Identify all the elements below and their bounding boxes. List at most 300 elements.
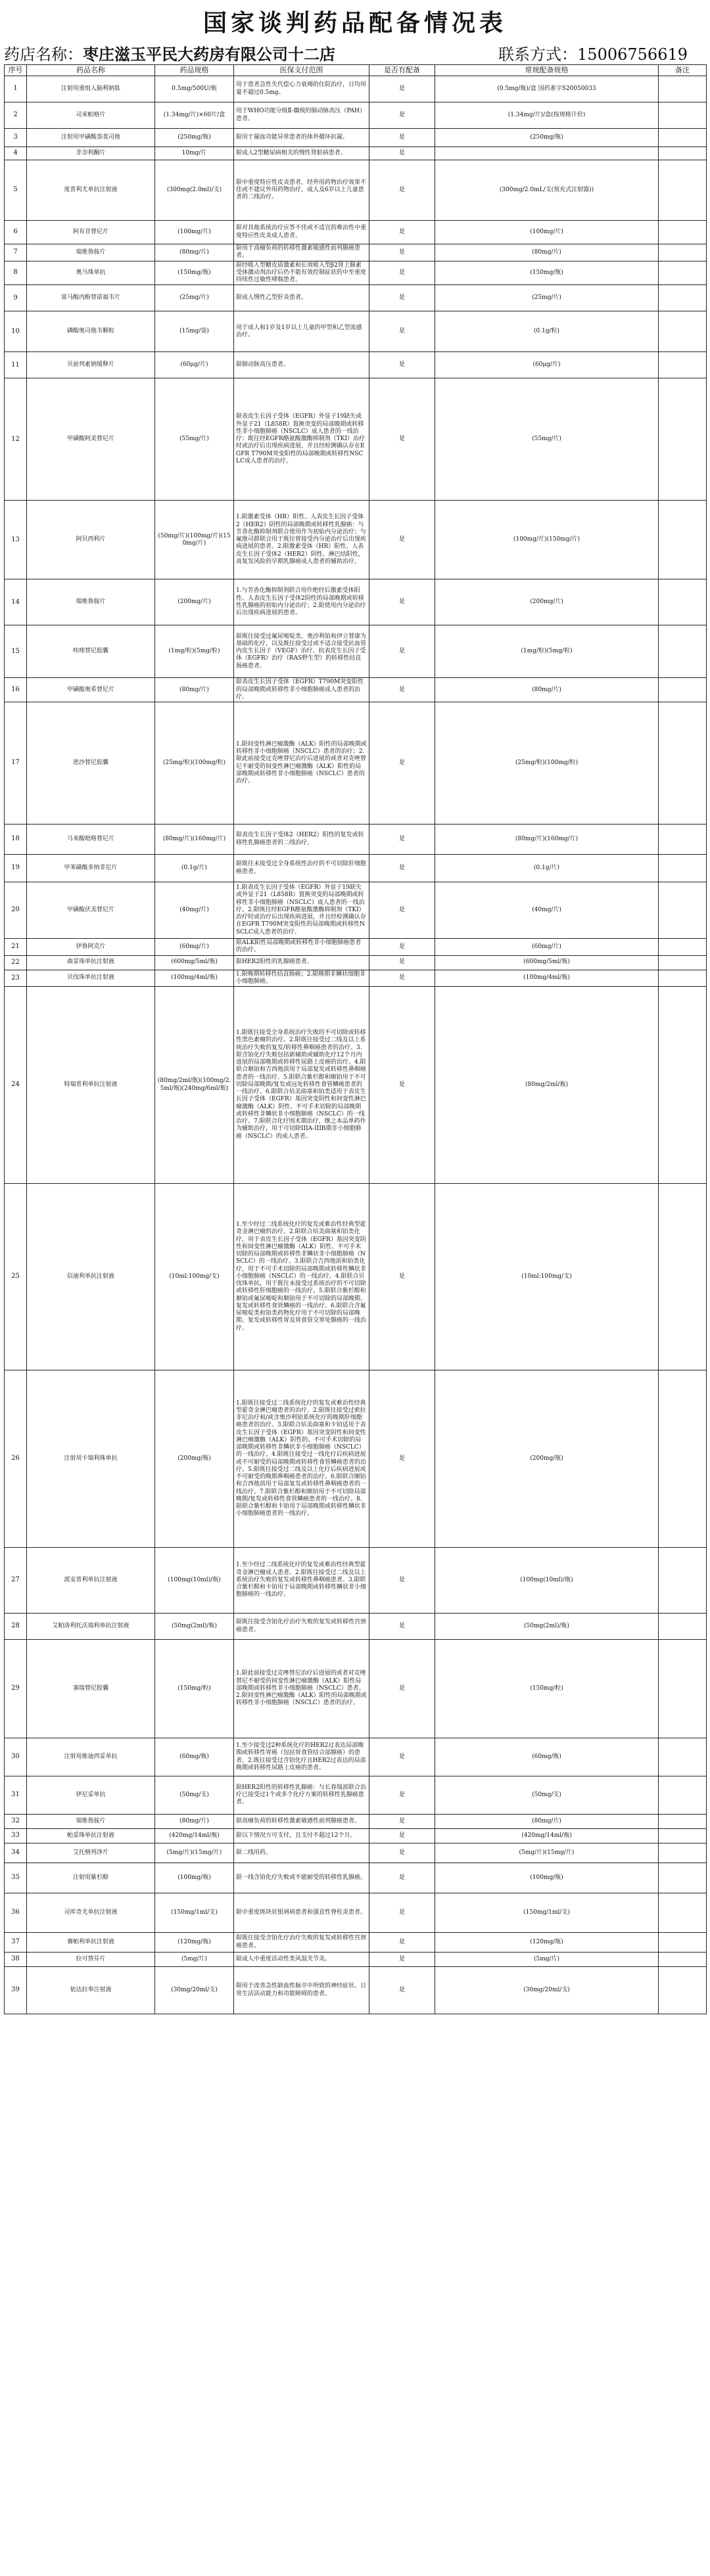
row-number: 22 bbox=[5, 955, 27, 970]
header-spec: 药品规格 bbox=[155, 65, 234, 76]
row-number: 5 bbox=[5, 160, 27, 221]
drug-spec: 0.5mg/500U/瓶 bbox=[155, 76, 234, 102]
drug-name: 伊尼妥单抗 bbox=[27, 1776, 155, 1815]
regular-spec: (200mg/瓶) bbox=[435, 1370, 659, 1548]
regular-spec: (5mg/片)(15mg/片) bbox=[435, 1843, 659, 1863]
drug-name: 贝伐珠单抗注射液 bbox=[27, 970, 155, 987]
drug-spec: (60mg/片) bbox=[155, 939, 234, 956]
table-row bbox=[5, 378, 707, 501]
regular-spec bbox=[435, 147, 659, 160]
drug-spec: (150mg/瓶) bbox=[155, 261, 234, 285]
coverage-scope: 限既往未接受过全身系统性治疗的不可切除肝细胞癌患者。 bbox=[234, 855, 369, 882]
row-number: 18 bbox=[5, 825, 27, 855]
coverage-scope: 1.限激素受体（HR）阳性、人表皮生长因子受体2（HER2）阴性的局部晚期或转移性乳腺癌：与芳香化酶抑制剂联合使用作为初始内分泌治疗；与氟维司群联合用于既往曾接受内分泌治疗后出现疾病进展的患者。2.限激素受体（HR）阳性、人表皮生长因子受体2（HER2）阴性、淋巴结阳性，高复发风险的早期乳腺癌成人患者的辅助治疗。 bbox=[234, 501, 369, 579]
row-number: 26 bbox=[5, 1370, 27, 1548]
regular-spec: (10ml:100mg/支) bbox=[435, 1184, 659, 1370]
row-number: 24 bbox=[5, 987, 27, 1184]
note bbox=[659, 678, 707, 702]
regular-spec: (60μg/片) bbox=[435, 352, 659, 378]
regular-spec: (0.1g/粒) bbox=[435, 311, 659, 352]
coverage-scope: 限HER2阳性的乳腺癌患者。 bbox=[234, 955, 369, 970]
store-info bbox=[4, 41, 335, 64]
drug-spec: (120mg/瓶) bbox=[155, 1933, 234, 1953]
stocked-flag: 是 bbox=[369, 1933, 435, 1953]
note bbox=[659, 1953, 707, 1967]
table-row bbox=[5, 244, 707, 261]
header-note: 备注 bbox=[659, 65, 707, 76]
table-row bbox=[5, 1776, 707, 1815]
drug-spec: (100mg/瓶) bbox=[155, 1863, 234, 1893]
coverage-scope: 限既往接受含铂化疗治疗失败的复发或转移性宫颈癌患者。 bbox=[234, 1933, 369, 1953]
drug-name: 依达拉奉注射液 bbox=[27, 1967, 155, 2014]
stocked-flag: 是 bbox=[369, 147, 435, 160]
row-number: 2 bbox=[5, 102, 27, 129]
coverage-scope: 限成人慢性乙型肝炎患者。 bbox=[234, 285, 369, 311]
row-number: 3 bbox=[5, 129, 27, 147]
table-row bbox=[5, 1933, 707, 1953]
regular-spec: (150mg/粒) bbox=[435, 1640, 659, 1738]
drug-name: 瑞维鲁胺片 bbox=[27, 1815, 155, 1829]
row-number: 25 bbox=[5, 1184, 27, 1370]
regular-spec: (300mg/2.0mL/支(预充式注射器)) bbox=[435, 160, 659, 221]
table-row bbox=[5, 1815, 707, 1829]
table-row bbox=[5, 1548, 707, 1614]
coverage-scope: 限表皮生长因子受体（EGFR）T790M突变阳性的局部晚期或转移性非小细胞肺癌成人患者的治疗。 bbox=[234, 678, 369, 702]
note bbox=[659, 1548, 707, 1614]
row-number: 9 bbox=[5, 285, 27, 311]
row-number: 13 bbox=[5, 501, 27, 579]
drug-spec: (80mg/片) bbox=[155, 244, 234, 261]
table-row bbox=[5, 1614, 707, 1640]
drug-name: 塞瑞替尼胶囊 bbox=[27, 1640, 155, 1738]
note bbox=[659, 625, 707, 678]
coverage-scope: 限一线含铂化疗失败或不能耐受的转移性乳腺癌。 bbox=[234, 1863, 369, 1893]
row-number: 17 bbox=[5, 702, 27, 825]
note bbox=[659, 501, 707, 579]
note bbox=[659, 160, 707, 221]
row-number: 33 bbox=[5, 1829, 27, 1843]
stocked-flag: 是 bbox=[369, 76, 435, 102]
row-number: 34 bbox=[5, 1843, 27, 1863]
note bbox=[659, 1829, 707, 1843]
stocked-flag: 是 bbox=[369, 285, 435, 311]
stocked-flag: 是 bbox=[369, 1370, 435, 1548]
drug-name: 甲磺酸阿美替尼片 bbox=[27, 378, 155, 501]
drug-name: 贝前列素钠缓释片 bbox=[27, 352, 155, 378]
row-number: 28 bbox=[5, 1614, 27, 1640]
regular-spec: (420mg/14ml/瓶) bbox=[435, 1829, 659, 1843]
regular-spec: (1.34mg/片)/盒(按规格计价) bbox=[435, 102, 659, 129]
stocked-flag: 是 bbox=[369, 1184, 435, 1370]
note bbox=[659, 1967, 707, 2014]
drug-name: 注射用重组人脑利钠肽 bbox=[27, 76, 155, 102]
drug-table bbox=[4, 64, 707, 2014]
coverage-scope: 1.限表皮生长因子受体（EGFR）外显子19缺失或外显子21（L858R）置换突变的局部晚期或转移性非小细胞肺癌（NSCLC）成人患者的一线治疗。2.限既往经EGFR酪氨酸激酶抑制剂（TKI）治疗时或治疗后出现疾病进展，并且经检测确认存在EGFR T790M突变阳性的局部晚期或转移性NSCLC成人患者的治疗。 bbox=[234, 882, 369, 939]
table-row bbox=[5, 102, 707, 129]
regular-spec: (120mg/瓶) bbox=[435, 1933, 659, 1953]
row-number: 29 bbox=[5, 1640, 27, 1738]
note bbox=[659, 1933, 707, 1953]
coverage-scope: 限用于高瘤负荷的转移性激素敏感性前列腺癌患者。 bbox=[234, 244, 369, 261]
note bbox=[659, 939, 707, 956]
table-row bbox=[5, 1843, 707, 1863]
note bbox=[659, 147, 707, 160]
table-row bbox=[5, 625, 707, 678]
note bbox=[659, 129, 707, 147]
coverage-scope: 限用于改善急性缺血性脑卒中所致的神经症状、日常生活活动能力和功能障碍的患者。 bbox=[234, 1967, 369, 2014]
row-number: 23 bbox=[5, 970, 27, 987]
drug-spec: (80mg/2ml/瓶)(100mg/2.5ml/瓶)(240mg/6ml/瓶) bbox=[155, 987, 234, 1184]
drug-spec: (600mg/5ml/瓶) bbox=[155, 955, 234, 970]
drug-spec: (55mg/片) bbox=[155, 378, 234, 501]
note bbox=[659, 579, 707, 625]
row-number: 15 bbox=[5, 625, 27, 678]
drug-spec: (60μg/片) bbox=[155, 352, 234, 378]
contact-phone: 15006756619 bbox=[577, 45, 688, 64]
stocked-flag: 是 bbox=[369, 221, 435, 244]
row-number: 20 bbox=[5, 882, 27, 939]
drug-spec: (100mg/片) bbox=[155, 221, 234, 244]
table-header-row bbox=[5, 65, 707, 76]
coverage-scope: 限肺动脉高压患者。 bbox=[234, 352, 369, 378]
header-name: 药品名称 bbox=[27, 65, 155, 76]
drug-spec: (80mg/片) bbox=[155, 1815, 234, 1829]
table-row bbox=[5, 955, 707, 970]
drug-name: 度普利尤单抗注射液 bbox=[27, 160, 155, 221]
table-row bbox=[5, 311, 707, 352]
coverage-scope: 1.限间变性淋巴瘤激酶（ALK）阳性的局部晚期或转移性非小细胞肺癌（NSCLC）患者的治疗；2.限此前接受过克唑替尼治疗后进展的或者对克唑替尼不耐受的间变性淋巴瘤激酶（ALK）阳性的局部晚期或转移性非小细胞肺癌（NSCLC）患者的治疗。 bbox=[234, 702, 369, 825]
table-row bbox=[5, 1370, 707, 1548]
drug-name: 注射用紫杉醇 bbox=[27, 1863, 155, 1893]
row-number: 11 bbox=[5, 352, 27, 378]
stocked-flag: 是 bbox=[369, 882, 435, 939]
coverage-scope: 1.限晚期转移性结直肠癌；2.限晚期非鳞状细胞非小细胞肺癌。 bbox=[234, 970, 369, 987]
drug-name: 艾托格列净片 bbox=[27, 1843, 155, 1863]
drug-spec: (1mg/粒)(5mg/粒) bbox=[155, 625, 234, 678]
coverage-scope: 限ALK阳性局部晚期或转移性非小细胞肺癌患者的治疗。 bbox=[234, 939, 369, 956]
table-row bbox=[5, 285, 707, 311]
table-row bbox=[5, 1829, 707, 1843]
stocked-flag: 是 bbox=[369, 939, 435, 956]
stocked-flag: 是 bbox=[369, 244, 435, 261]
regular-spec: (60mg/瓶) bbox=[435, 1738, 659, 1776]
row-number: 37 bbox=[5, 1933, 27, 1953]
regular-spec: (100mg/瓶) bbox=[435, 1863, 659, 1893]
drug-name: 马来酸吡咯替尼片 bbox=[27, 825, 155, 855]
row-number: 35 bbox=[5, 1863, 27, 1893]
row-number: 6 bbox=[5, 221, 27, 244]
table-row bbox=[5, 702, 707, 825]
drug-spec: (0.1g/片) bbox=[155, 855, 234, 882]
note bbox=[659, 882, 707, 939]
note bbox=[659, 955, 707, 970]
regular-spec: (80mg/片) bbox=[435, 678, 659, 702]
drug-spec: (200mg/瓶) bbox=[155, 1370, 234, 1548]
regular-spec: (5mg/片) bbox=[435, 1953, 659, 1967]
drug-name: 非奈利酮片 bbox=[27, 147, 155, 160]
coverage-scope: 用于患者急性失代偿心力衰竭的住院治疗，日均用量不超过0.5mg。 bbox=[234, 76, 369, 102]
coverage-scope: 1.与芳香化酶抑制剂联合用作绝经后激素受体阳性、人表皮生长因子受体2阴性的局部晚期或转移性乳腺癌的初始内分泌治疗；2.限使用内分泌治疗后出现疾病进展的患者。 bbox=[234, 579, 369, 625]
drug-name: 富马酸丙酚替诺福韦片 bbox=[27, 285, 155, 311]
header-coverage: 医保支付范围 bbox=[234, 65, 369, 76]
row-number: 7 bbox=[5, 244, 27, 261]
stocked-flag: 是 bbox=[369, 378, 435, 501]
table-row bbox=[5, 855, 707, 882]
coverage-scope: 限高瘤负荷的转移性激素敏感性前列腺癌患者。 bbox=[234, 1815, 369, 1829]
drug-spec: (5mg/片) bbox=[155, 1953, 234, 1967]
drug-spec: (300mg(2.0ml)/支) bbox=[155, 160, 234, 221]
note bbox=[659, 702, 707, 825]
stocked-flag: 是 bbox=[369, 501, 435, 579]
note bbox=[659, 1614, 707, 1640]
note bbox=[659, 221, 707, 244]
header-no: 序号 bbox=[5, 65, 27, 76]
table-row bbox=[5, 939, 707, 956]
table-row bbox=[5, 1967, 707, 2014]
stocked-flag: 是 bbox=[369, 579, 435, 625]
coverage-scope: 1.限既往接受过二线系统化疗的复发或难治性经典型霍奇金淋巴瘤患者的治疗。2.限既往接受过索拉非尼治疗和/或含奥沙利铂系统化疗的晚期肝细胞癌患者的治疗。3.限联合培美曲塞和卡铂适用于表皮生长因子受体（EGFR）基因突变阴性和间变性淋巴瘤激酶（ALK）阴性的、不可手术切除的局部晚期或转移性非鳞状非小细胞肺癌（NSCLC）的一线治疗。4.限既往接受过一线化疗后疾病进展或不可耐受的局部晚期或转移性食管鳞癌患者的治疗。5.限既往接受过二线及以上化疗后疾病进展或不可耐受的晚期鼻咽癌患者的治疗。6.限联合顺铂和吉西他滨用于局部复发或转移性鼻咽癌患者的一线治疗。7.限联合紫杉醇和顺铂用于不可切除局部晚期/复发或转移性食管鳞癌患者的一线治疗。8.限联合紫杉醇和卡铂用于局部晚期或转移性鳞状非小细胞肺癌患者的一线治疗。 bbox=[234, 1370, 369, 1548]
regular-spec: (150mg/瓶) bbox=[435, 261, 659, 285]
row-number: 31 bbox=[5, 1776, 27, 1815]
regular-spec: (0.1g/片) bbox=[435, 855, 659, 882]
note bbox=[659, 261, 707, 285]
drug-spec: (60mg/瓶) bbox=[155, 1738, 234, 1776]
table-row bbox=[5, 579, 707, 625]
drug-spec: (1.34mg/片)×60片/盒 bbox=[155, 102, 234, 129]
table-row bbox=[5, 678, 707, 702]
drug-spec: (150mg/1ml/支) bbox=[155, 1893, 234, 1933]
row-number: 38 bbox=[5, 1953, 27, 1967]
drug-name: 磷酸奥司他韦颗粒 bbox=[27, 311, 155, 352]
stocked-flag: 是 bbox=[369, 352, 435, 378]
table-row bbox=[5, 147, 707, 160]
drug-spec: (80mg/片) bbox=[155, 678, 234, 702]
drug-spec: (100mg(10ml)/瓶) bbox=[155, 1548, 234, 1614]
stocked-flag: 是 bbox=[369, 855, 435, 882]
table-row bbox=[5, 221, 707, 244]
drug-name: 甲苯磺酸多纳非尼片 bbox=[27, 855, 155, 882]
table-body bbox=[5, 76, 707, 2014]
drug-name: 甲磺酸伏美替尼片 bbox=[27, 882, 155, 939]
note bbox=[659, 311, 707, 352]
stocked-flag: 是 bbox=[369, 678, 435, 702]
stocked-flag: 是 bbox=[369, 1776, 435, 1815]
drug-name: 曲妥珠单抗注射液 bbox=[27, 955, 155, 970]
coverage-scope: 限经吸入型糖皮质激素和长效吸入型β2肾上腺素受体激动剂治疗后仍不能有效控制症状的中至重度持续性过敏性哮喘患者。 bbox=[234, 261, 369, 285]
coverage-scope: 1.至少经过二线系统化疗的复发或难治性经典型霍奇金淋巴瘤成人患者。2.限既往接受过二线及以上系统治疗失败的复发或转移性鼻咽癌患者。3.限联合紫杉醇和卡铂用于局部晚期或转移性鳞状非小细胞肺癌的一线治疗。 bbox=[234, 1548, 369, 1614]
drug-spec: (10ml:100mg/支) bbox=[155, 1184, 234, 1370]
note bbox=[659, 1863, 707, 1893]
drug-spec: (50mg/片)(100mg/片)(150mg/片) bbox=[155, 501, 234, 579]
note bbox=[659, 1893, 707, 1933]
drug-name: 阿贝西利片 bbox=[27, 501, 155, 579]
drug-name: 伊鲁阿克片 bbox=[27, 939, 155, 956]
note bbox=[659, 1843, 707, 1863]
drug-name: 信迪利单抗注射液 bbox=[27, 1184, 155, 1370]
note bbox=[659, 1776, 707, 1815]
store-name: 枣庄滋玉平民大药房有限公司十二店 bbox=[83, 44, 335, 64]
row-number: 27 bbox=[5, 1548, 27, 1614]
note bbox=[659, 1640, 707, 1738]
regular-spec: (100mg(10ml)/瓶) bbox=[435, 1548, 659, 1614]
stocked-flag: 是 bbox=[369, 1640, 435, 1738]
contact-label: 联系方式： bbox=[498, 45, 578, 64]
regular-spec: (50mg(2ml)/瓶) bbox=[435, 1614, 659, 1640]
drug-name: 呋喹替尼胶囊 bbox=[27, 625, 155, 678]
drug-spec: (15mg/袋) bbox=[155, 311, 234, 352]
note bbox=[659, 970, 707, 987]
row-number: 16 bbox=[5, 678, 27, 702]
regular-spec: (25mg/粒)(100mg/粒) bbox=[435, 702, 659, 825]
regular-spec: (80mg/2ml/瓶) bbox=[435, 987, 659, 1184]
note bbox=[659, 825, 707, 855]
row-number: 19 bbox=[5, 855, 27, 882]
note bbox=[659, 285, 707, 311]
coverage-scope: 1.至少接受过2种系统化疗的HER2过表达局部晚期或转移性胃癌（包括胃食管结合部腺癌）的患者。2.既往接受过含铂化疗且HER2过表达的局部晚期或转移性尿路上皮癌的患者。 bbox=[234, 1738, 369, 1776]
coverage-scope: 限成人中重度活动性类风湿关节炎。 bbox=[234, 1953, 369, 1967]
note bbox=[659, 352, 707, 378]
drug-spec: (250mg/瓶) bbox=[155, 129, 234, 147]
regular-spec: (30mg/20ml/支) bbox=[435, 1967, 659, 2014]
regular-spec: (250mg/瓶) bbox=[435, 129, 659, 147]
table-row bbox=[5, 352, 707, 378]
table-row bbox=[5, 261, 707, 285]
store-label: 药店名称： bbox=[4, 45, 83, 64]
drug-spec: (100mg/4ml/瓶) bbox=[155, 970, 234, 987]
stocked-flag: 是 bbox=[369, 1843, 435, 1863]
coverage-scope: 限用于凝血功能异常患者的体外循环抗凝。 bbox=[234, 129, 369, 147]
drug-name: 注射用甲磺酸萘莫司他 bbox=[27, 129, 155, 147]
stocked-flag: 是 bbox=[369, 702, 435, 825]
table-row bbox=[5, 501, 707, 579]
regular-spec: (50mg/支) bbox=[435, 1776, 659, 1815]
stocked-flag: 是 bbox=[369, 1829, 435, 1843]
table-row bbox=[5, 987, 707, 1184]
coverage-scope: 限HER2阳性的转移性乳腺癌：与长春瑞滨联合治疗已接受过1个或多个化疗方案的转移性乳腺癌患者。 bbox=[234, 1776, 369, 1815]
table-row bbox=[5, 1738, 707, 1776]
stocked-flag: 是 bbox=[369, 1614, 435, 1640]
coverage-scope: 限表皮生长因子受体2（HER2）阳性的复发或转移性乳腺癌患者的二线治疗。 bbox=[234, 825, 369, 855]
store-info-bar bbox=[0, 41, 710, 64]
regular-spec: (60mg/片) bbox=[435, 939, 659, 956]
drug-spec: (25mg/片) bbox=[155, 285, 234, 311]
coverage-scope: 限成人2型糖尿病相关的慢性肾脏病患者。 bbox=[234, 147, 369, 160]
note bbox=[659, 1184, 707, 1370]
contact-info bbox=[498, 41, 688, 64]
regular-spec: (40mg/片) bbox=[435, 882, 659, 939]
drug-spec: (150mg/粒) bbox=[155, 1640, 234, 1738]
table-row bbox=[5, 1184, 707, 1370]
stocked-flag: 是 bbox=[369, 970, 435, 987]
drug-spec: 10mg/片 bbox=[155, 147, 234, 160]
note bbox=[659, 244, 707, 261]
stocked-flag: 是 bbox=[369, 160, 435, 221]
header-regular-spec: 常规配备规格 bbox=[435, 65, 659, 76]
regular-spec: (150mg/1ml/支) bbox=[435, 1893, 659, 1933]
note bbox=[659, 987, 707, 1184]
row-number: 12 bbox=[5, 378, 27, 501]
coverage-scope: 1.限此前接受过克唑替尼治疗后进展的或者对克唑替尼不耐受的间变性淋巴瘤激酶（ALK）阳性局部晚期或转移性非小细胞肺癌（NSCLC）患者。2.限间变性淋巴瘤激酶（ALK）阳性的局部晚期或转移性非小细胞肺癌（NSCLC）患者的治疗。 bbox=[234, 1640, 369, 1738]
row-number: 30 bbox=[5, 1738, 27, 1776]
drug-name: 司库奇尤单抗注射液 bbox=[27, 1893, 155, 1933]
coverage-scope: 1.至少经过二线系统化疗的复发或难治性经典型霍奇金淋巴瘤的治疗。2.限联合培美曲塞和铂类化疗，用于表皮生长因子受体（EGFR）基因突变阴性和间变性淋巴瘤激酶（ALK）阴性、不可手术切除的局部晚期或转移性非鳞状非小细胞肺癌（NSCLC）的一线治疗。3.限联合吉西他滨和铂类化疗，用于不可手术切除的局部晚期或转移性鳞状非小细胞肺癌（NSCLC）的一线治疗。4.限联合贝伐珠单抗，用于既往未接受过系统治疗的不可切除或转移性肝细胞癌的一线治疗。5.限联合紫杉醇和顺铂或氟尿嘧啶和顺铂用于不可切除的局部晚期、复发或转移性食管鳞癌的一线治疗。6.限联合含氟尿嘧啶类和铂类药物化疗用于不可切除的局部晚期、复发或转移性胃及胃食管交界处腺癌的一线治疗。 bbox=[234, 1184, 369, 1370]
drug-spec: (5mg/片)(15mg/片) bbox=[155, 1843, 234, 1863]
regular-spec: (600mg/5ml/瓶) bbox=[435, 955, 659, 970]
regular-spec: (80mg/片) bbox=[435, 244, 659, 261]
row-number: 4 bbox=[5, 147, 27, 160]
coverage-scope: 1.限既往接受全身系统治疗失败的不可切除或转移性黑色素瘤的治疗。2.限既往接受过二线及以上系统治疗失败的复发/转移性鼻咽癌患者的治疗。3.限含铂化疗失败包括新辅助或辅助化疗12个月内进展的局部晚期或转移性尿路上皮癌的治疗。4.限联合顺铂和吉西他滨用于局部复发或转移性鼻咽癌患者的一线治疗。5.限联合紫杉醇和顺铂用于不可切除局部晚期/复发或远处转移性食管鳞癌患者的一线治疗。6.限联合培美曲塞和铂类适用于表皮生长因子受体（EGFR）基因突变阴性和间变性淋巴瘤激酶（ALK）阴性、不可手术切除的局部晚期或转移性非鳞状非小细胞肺癌（NSCLC）的一线治疗。7.限联合化疗围术期治疗，继之本品单药作为辅助治疗，用于可切除IIIA-IIIB期非小细胞肺癌（NSCLC）的成人患者。 bbox=[234, 987, 369, 1184]
note bbox=[659, 76, 707, 102]
row-number: 21 bbox=[5, 939, 27, 956]
table-row bbox=[5, 1640, 707, 1738]
stocked-flag: 是 bbox=[369, 261, 435, 285]
regular-spec: (200mg/片) bbox=[435, 579, 659, 625]
drug-spec: (40mg/片) bbox=[155, 882, 234, 939]
regular-spec: (100mg/片) bbox=[435, 221, 659, 244]
coverage-scope: 限中重度斑块状银屑病患者和强直性脊柱炎患者。 bbox=[234, 1893, 369, 1933]
note bbox=[659, 102, 707, 129]
table-row bbox=[5, 129, 707, 147]
regular-spec: (80mg/片) bbox=[435, 1815, 659, 1829]
coverage-scope: 限二线用药。 bbox=[234, 1843, 369, 1863]
stocked-flag: 是 bbox=[369, 1953, 435, 1967]
regular-spec: (80mg/片)(160mg/片) bbox=[435, 825, 659, 855]
drug-spec: (30mg/20ml/支) bbox=[155, 1967, 234, 2014]
drug-spec: (50mg(2ml)/瓶) bbox=[155, 1614, 234, 1640]
drug-spec: (50mg/支) bbox=[155, 1776, 234, 1815]
row-number: 1 bbox=[5, 76, 27, 102]
stocked-flag: 是 bbox=[369, 1967, 435, 2014]
drug-name: 拉可替芬片 bbox=[27, 1953, 155, 1967]
drug-name: 艾帕洛利托沃瑞利单抗注射液 bbox=[27, 1614, 155, 1640]
drug-name: 注射用卡瑞利珠单抗 bbox=[27, 1370, 155, 1548]
stocked-flag: 是 bbox=[369, 1863, 435, 1893]
row-number: 10 bbox=[5, 311, 27, 352]
drug-name: 特瑞普利单抗注射液 bbox=[27, 987, 155, 1184]
note bbox=[659, 1815, 707, 1829]
table-row bbox=[5, 76, 707, 102]
drug-spec: (80mg/片)(160mg/片) bbox=[155, 825, 234, 855]
row-number: 8 bbox=[5, 261, 27, 285]
stocked-flag: 是 bbox=[369, 825, 435, 855]
regular-spec: (100mg/4ml/瓶) bbox=[435, 970, 659, 987]
note bbox=[659, 1370, 707, 1548]
drug-spec: (200mg/片) bbox=[155, 579, 234, 625]
regular-spec: (100mg/片)(150mg/片) bbox=[435, 501, 659, 579]
coverage-scope: 用于成人和1岁及1岁以上儿童的甲型和乙型流感治疗。 bbox=[234, 311, 369, 352]
stocked-flag: 是 bbox=[369, 102, 435, 129]
table-row bbox=[5, 1953, 707, 1967]
drug-name: 注射用维迪西妥单抗 bbox=[27, 1738, 155, 1776]
coverage-scope: 限既往接受过氟尿嘧啶类、奥沙利铂和伊立替康为基础的化疗，以及既往接受过或不适合接受抗血管内皮生长因子（VEGF）治疗、抗表皮生长因子受体（EGFR）治疗（RAS野生型）的转移性结直肠癌患者。 bbox=[234, 625, 369, 678]
table-row bbox=[5, 1863, 707, 1893]
drug-spec: (25mg/粒)(100mg/粒) bbox=[155, 702, 234, 825]
drug-name: 瑞维鲁胺片 bbox=[27, 244, 155, 261]
row-number: 14 bbox=[5, 579, 27, 625]
drug-name: 奥马珠单抗 bbox=[27, 261, 155, 285]
stocked-flag: 是 bbox=[369, 987, 435, 1184]
drug-name: 赛帕利单抗注射液 bbox=[27, 1933, 155, 1953]
stocked-flag: 是 bbox=[369, 1738, 435, 1776]
stocked-flag: 是 bbox=[369, 1815, 435, 1829]
row-number: 39 bbox=[5, 1967, 27, 2014]
drug-name: 派安普利单抗注射液 bbox=[27, 1548, 155, 1614]
row-number: 32 bbox=[5, 1815, 27, 1829]
stocked-flag: 是 bbox=[369, 955, 435, 970]
regular-spec: (1mg/粒)(5mg/粒) bbox=[435, 625, 659, 678]
table-row bbox=[5, 825, 707, 855]
stocked-flag: 是 bbox=[369, 1548, 435, 1614]
